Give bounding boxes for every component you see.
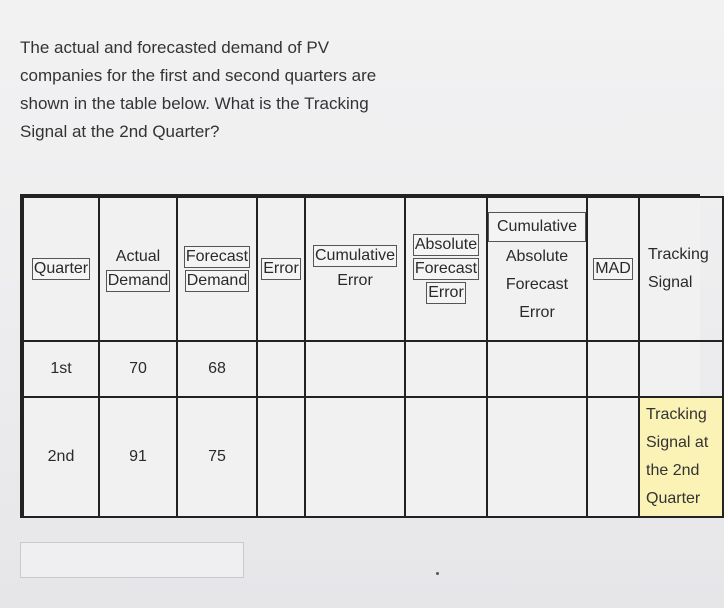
header-error: Error <box>257 197 305 341</box>
row2-error <box>257 397 305 517</box>
row1-forecast: 68 <box>177 341 257 397</box>
question-line-3: shown in the table below. What is the Tracking <box>20 94 369 113</box>
row2-actual: 91 <box>99 397 177 517</box>
row1-error <box>257 341 305 397</box>
row2-cumulative-absolute-error <box>487 397 587 517</box>
row1-absolute-error <box>405 341 487 397</box>
header-cumulative-error: Cumulative Error <box>305 197 405 341</box>
row1-cumulative-error <box>305 341 405 397</box>
header-row <box>23 197 723 341</box>
cursor-dot <box>436 572 439 575</box>
row2-absolute-error <box>405 397 487 517</box>
row2-mad <box>587 397 639 517</box>
table-row <box>23 341 723 397</box>
table-row <box>23 397 723 517</box>
row1-actual: 70 <box>99 341 177 397</box>
row1-mad <box>587 341 639 397</box>
row1-cumulative-absolute-error <box>487 341 587 397</box>
header-tracking-signal: Tracking Signal <box>639 197 723 341</box>
question-line-1: The actual and forecasted demand of PV <box>20 38 330 57</box>
row2-cumulative-error <box>305 397 405 517</box>
header-absolute-forecast-error: Absolute Forecast Error <box>405 197 487 341</box>
demand-table-container <box>20 194 709 518</box>
answer-input[interactable] <box>20 542 244 578</box>
header-mad: MAD <box>587 197 639 341</box>
header-forecast-demand: Forecast Demand <box>177 197 257 341</box>
row2-forecast: 75 <box>177 397 257 517</box>
row1-tracking-signal <box>639 341 723 397</box>
header-quarter: Quarter <box>23 197 99 341</box>
header-cumulative-absolute-forecast-error: Cumulative Absolute Forecast Error <box>487 197 587 341</box>
row2-tracking-signal-highlight: Tracking Signal at the 2nd Quarter <box>639 397 723 517</box>
row2-quarter: 2nd <box>23 397 99 517</box>
demand-table <box>22 196 724 518</box>
question-line-4: Signal at the 2nd Quarter? <box>20 122 220 141</box>
header-actual-demand: Actual Demand <box>99 197 177 341</box>
row1-quarter: 1st <box>23 341 99 397</box>
question-text <box>20 34 420 146</box>
question-line-2: companies for the first and second quarters are <box>20 66 377 85</box>
